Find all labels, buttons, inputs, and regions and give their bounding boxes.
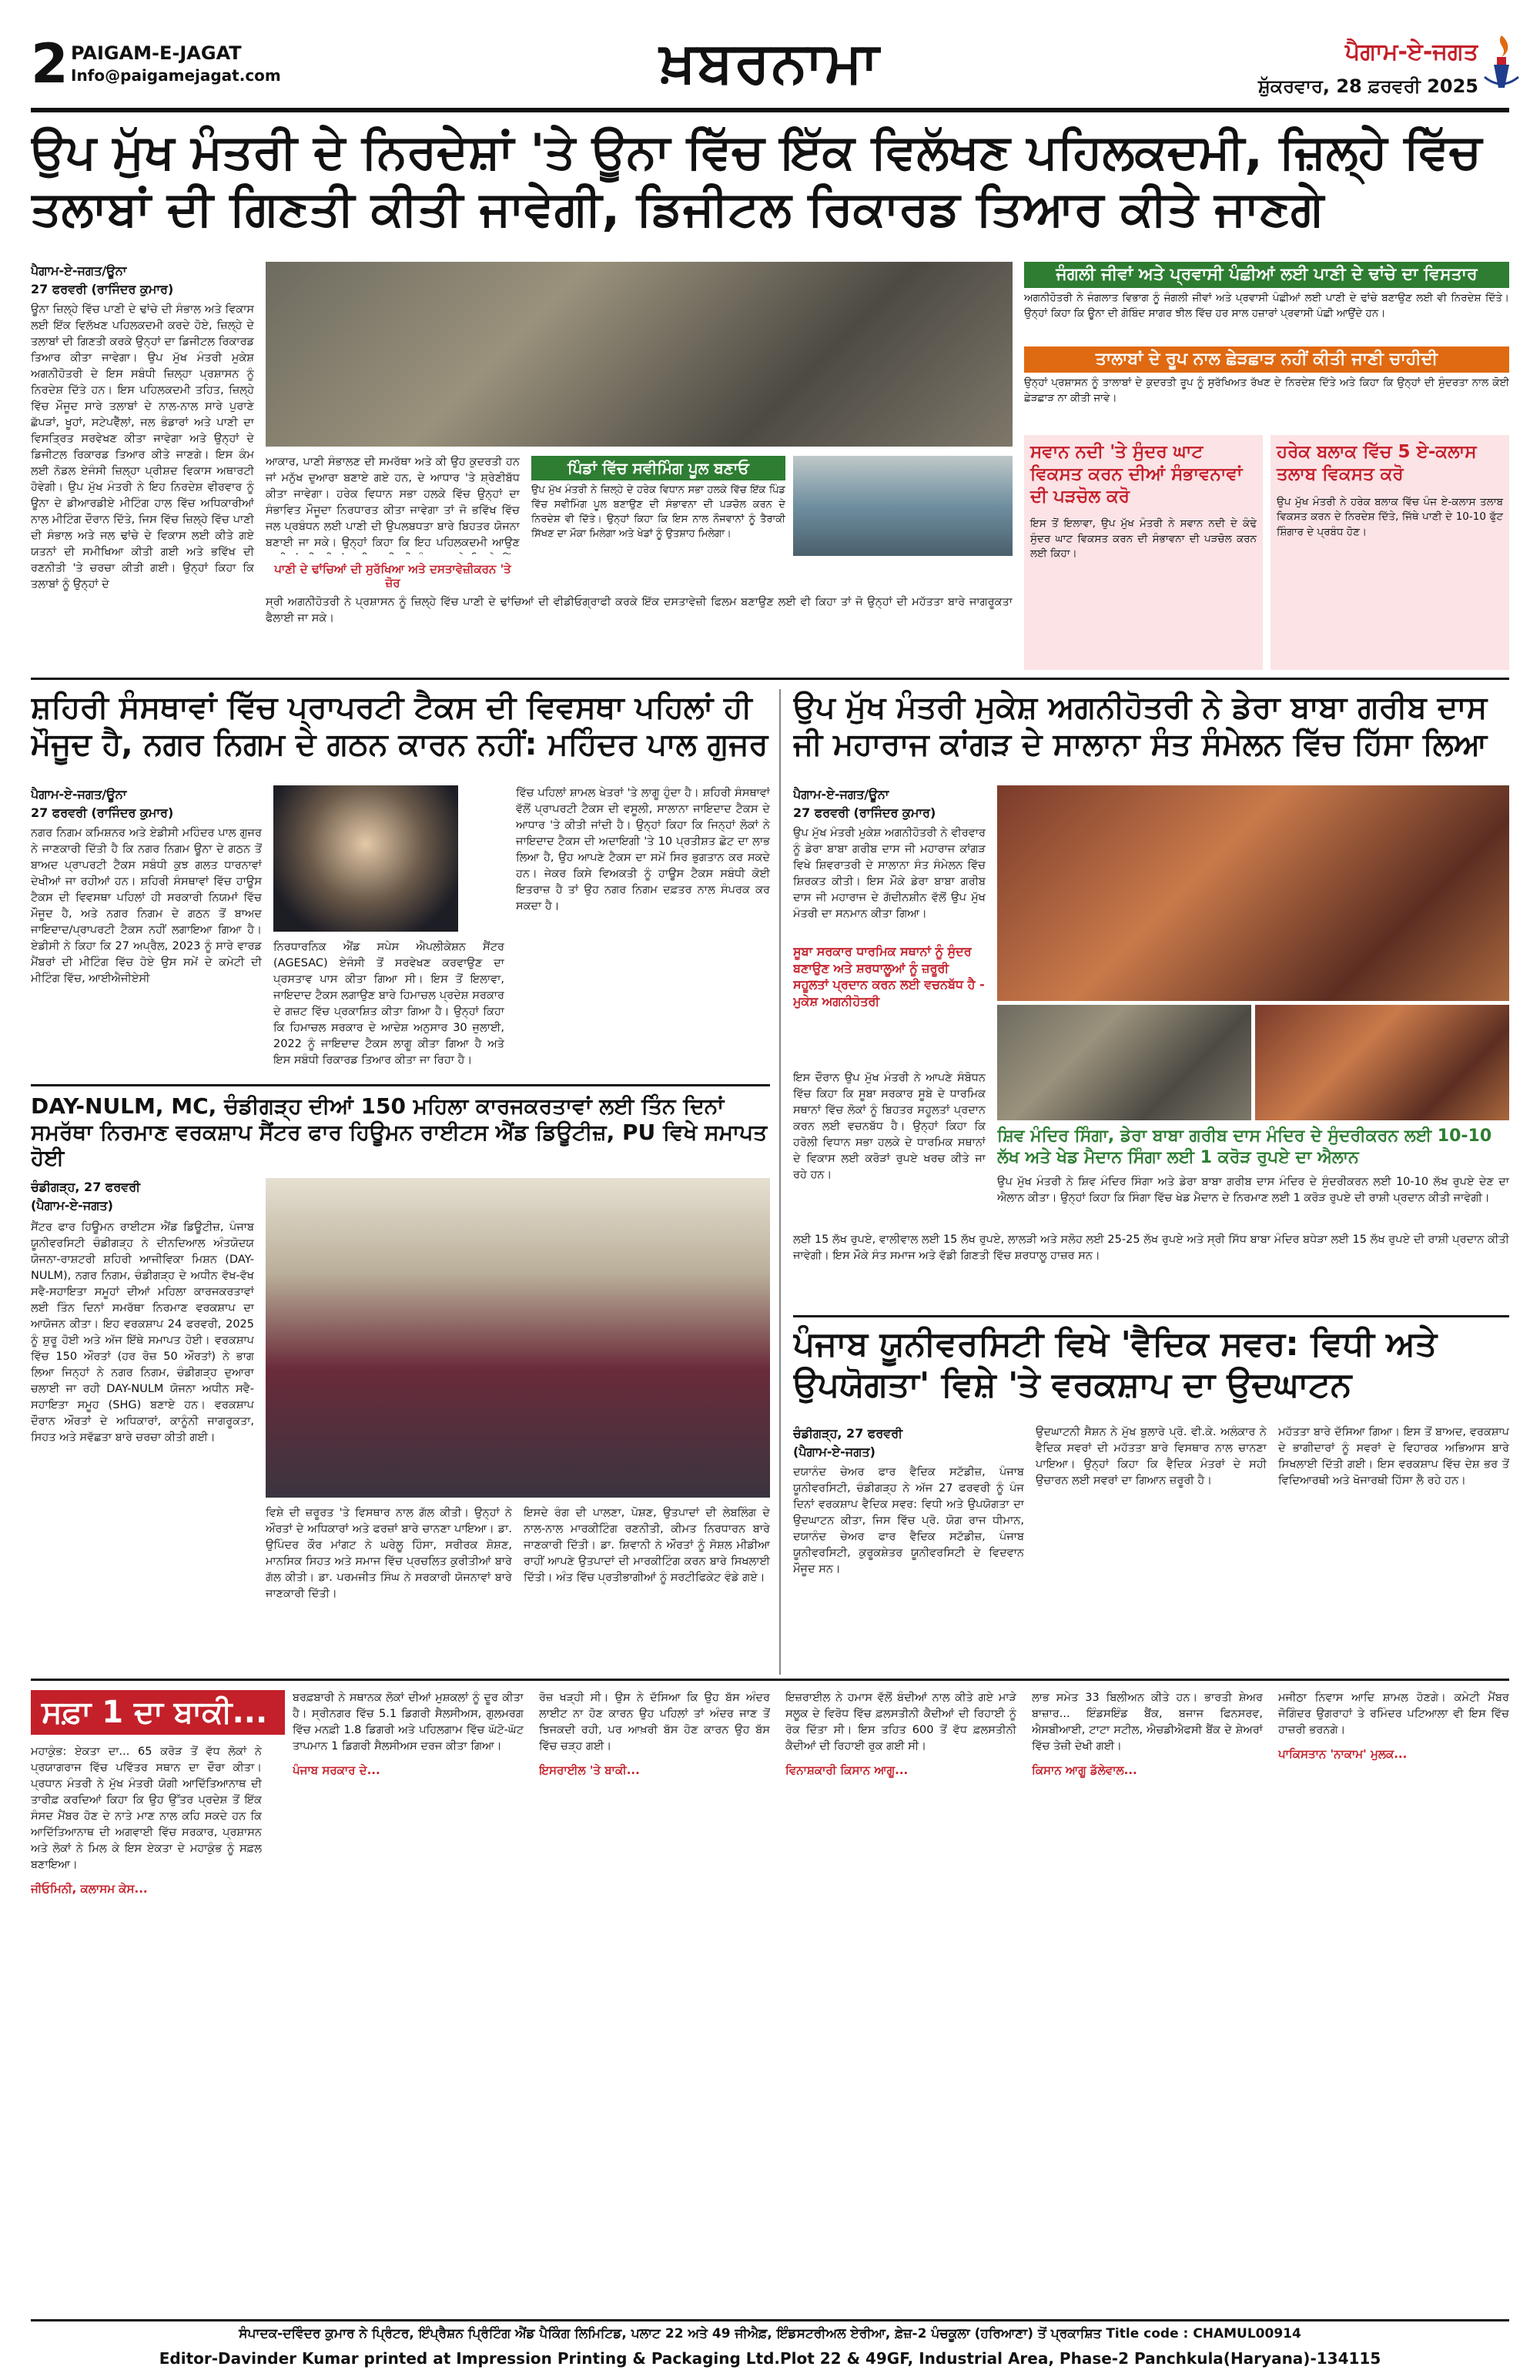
continued-col-5 xyxy=(1032,1690,1263,2175)
dera-body-4: ਲਈ 15 ਲੱਖ ਰੁਪਏ, ਵਾਲੀਵਾਲ ਲਈ 15 ਲੱਖ ਰੁਪਏ, ਲਾਲੜੀ ਅਤੇ ਸਲੋਹ ਲਈ 25-25 ਲੱਖ ਰੁਪਏ ਅਤੇ ਸ੍ਰੀ ਸਿੱਧ ਬਾਬਾ ਮੰਦਿਰ ਬਧੇੜਾ ਲਈ 15 ਲੱਖ ਰੁਪਏ ਦੀ ਰਾਸ਼ੀ ਪ੍ਰਦਾਨ ਕੀਤੀ ਜਾਵੇਗੀ। ਇਸ ਮੌਕੇ ਸੰਤ ਸਮਾਜ ਅਤੇ ਵੱਡੀ ਗਿਣਤੀ ਵਿੱਚ ਸ਼ਰਧਾਲੂ ਹਾਜ਼ਰ ਸਨ। xyxy=(793,1234,1509,1263)
section-rule xyxy=(31,678,1509,680)
vedic-body-3: ਮਹੱਤਤਾ ਬਾਰੇ ਦੱਸਿਆ ਗਿਆ। ਇਸ ਤੋਂ ਬਾਅਦ, ਵਰਕਸ਼ਾਪ ਦੇ ਭਾਗੀਦਾਰਾਂ ਨੂੰ ਸਵਰਾਂ ਦੇ ਵਿਹਾਰਕ ਅਭਿਆਸ ਬਾਰੇ ਸਿਖਲਾਈ ਦਿੱਤੀ ਗਈ। ਇਸ ਵਰਕਸ਼ਾਪ ਵਿੱਚ ਦੇਸ਼ ਭਰ ਤੋਂ ਵਿਦਿਆਰਥੀ ਅਤੇ ਖੋਜਾਰਥੀ ਹਿੱਸਾ ਲੈ ਰਹੇ ਹਨ। xyxy=(1278,1426,1509,1488)
property-tax-dateline: ਪੈਗਾਮ-ਏ-ਜਗਤ/ਊਨਾ xyxy=(31,787,127,802)
vedic-dateline: ਚੰਡੀਗੜ੍ਹ, 27 ਫਰਵਰੀ xyxy=(793,1426,903,1441)
column-divider xyxy=(779,689,781,1675)
continued-col-4-text: ਇਜ਼ਰਾਈਲ ਨੇ ਹਮਾਸ ਵੱਲੋਂ ਬੰਦੀਆਂ ਨਾਲ ਕੀਤੇ ਗਏ ਮਾੜੇ ਸਲੂਕ ਦੇ ਵਿਰੋਧ ਵਿੱਚ ਫ਼ਲਸਤੀਨੀ ਕੈਦੀਆਂ ਦੀ ਰਿਹਾਈ ਨੂੰ ਰੋਕ ਦਿੱਤਾ ਸੀ। ਇਸ ਤਹਿਤ 600 ਤੋਂ ਵੱਧ ਫ਼ਲਸਤੀਨੀ ਕੈਦੀਆਂ ਦੀ ਰਿਹਾਈ ਰੁਕ ਗਈ ਸੀ। xyxy=(785,1692,1016,1753)
torch-logo-icon xyxy=(1478,31,1525,92)
property-tax-headline: ਸ਼ਹਿਰੀ ਸੰਸਥਾਵਾਂ ਵਿੱਚ ਪ੍ਰਾਪਰਟੀ ਟੈਕਸ ਦੀ ਵਿਵਸਥਾ ਪਹਿਲਾਂ ਹੀ ਮੌਜੂਦ ਹੈ, ਨਗਰ ਨਿਗਮ ਦੇ ਗਠਨ ਕਾਰਨ ਨਹੀਂ: ਮਹਿੰਦਰ ਪਾਲ ਗੁਜਰ xyxy=(31,690,768,762)
vedic-body-1: ਦਯਾਨੰਦ ਚੇਅਰ ਫਾਰ ਵੈਦਿਕ ਸਟੱਡੀਜ਼, ਪੰਜਾਬ ਯੂਨੀਵਰਸਿਟੀ, ਚੰਡੀਗੜ੍ਹ ਨੇ ਅੱਜ 27 ਫਰਵਰੀ ਨੂੰ ਪੰਜ ਦਿਨਾਂ ਵਰਕਸ਼ਾਪ ਵੈਦਿਕ ਸਵਰ: ਵਿਧੀ ਅਤੇ ਉਪਯੋਗਤਾ ਦਾ ਉਦਘਾਟਨ ਕੀਤਾ, ਜਿਸ ਵਿੱਚ ਪ੍ਰੋ. ਯੋਗ ਰਾਜ ਧੀਮਾਨ, ਦਯਾਨੰਦ ਚੇਅਰ ਫਾਰ ਵੈਦਿਕ ਸਟੱਡੀਜ਼, ਪੰਜਾਬ ਯੂਨੀਵਰਸਿਟੀ, ਕੁਰੂਕਸ਼ੇਤਰ ਯੂਨੀਵਰਸਿਟੀ ਦੇ ਵਿਦਵਾਨ ਮੌਜੂਦ ਸਨ। xyxy=(793,1466,1024,1576)
dera-body-3: ਉਪ ਮੁੱਖ ਮੰਤਰੀ ਨੇ ਸ਼ਿਵ ਮੰਦਿਰ ਸਿੰਗਾ ਅਤੇ ਡੇਰਾ ਬਾਬਾ ਗਰੀਬ ਦਾਸ ਮੰਦਿਰ ਦੇ ਸੁੰਦਰੀਕਰਨ ਲਈ 10-10 ਲੱਖ ਰੁਪਏ ਦੇਣ ਦਾ ਐਲਾਨ ਕੀਤਾ। ਉਨ੍ਹਾਂ ਕਿਹਾ ਕਿ ਸਿੰਗਾ ਵਿੱਚ ਖੇਡ ਮੈਦਾਨ ਦੇ ਨਿਰਮਾਣ ਲਈ 1 ਕਰੋੜ ਰੁਪਏ ਦੀ ਰਾਸ਼ੀ ਪ੍ਰਦਾਨ ਕੀਤੀ ਜਾਵੇਗੀ। xyxy=(997,1176,1509,1205)
vedic-headline: ਪੰਜਾਬ ਯੂਨੀਵਰਸਿਟੀ ਵਿਖੇ 'ਵੈਦਿਕ ਸਵਰ: ਵਿਧੀ ਅਤੇ ਉਪਯੋਗਤਾ' ਵਿਸ਼ੇ 'ਤੇ ਵਰਕਸ਼ਾਪ ਦਾ ਉਦਘਾਟਨ xyxy=(793,1324,1438,1404)
box-swan-river-body: ਇਸ ਤੋਂ ਇਲਾਵਾ, ਉਪ ਮੁੱਖ ਮੰਤਰੀ ਨੇ ਸਵਾਨ ਨਦੀ ਦੇ ਕੰਢੇ ਸੁੰਦਰ ਘਾਟ ਵਿਕਸਤ ਕਰਨ ਦੀ ਸੰਭਾਵਨਾ ਦੀ ਪੜਚੋਲ ਕਰਨ ਲਈ ਕਿਹਾ। xyxy=(1030,517,1257,561)
dera-body-1: ਉਪ ਮੁੱਖ ਮੰਤਰੀ ਮੁਕੇਸ਼ ਅਗਨੀਹੋਤਰੀ ਨੇ ਵੀਰਵਾਰ ਨੂੰ ਡੇਰਾ ਬਾਬਾ ਗਰੀਬ ਦਾਸ ਜੀ ਮਹਾਰਾਜ ਕਾਂਗੜ ਵਿਖੇ ਸ਼ਿਵਰਾਤਰੀ ਦੇ ਸਾਲਾਨਾ ਸੰਤ ਸੰਮੇਲਨ ਵਿੱਚ ਸ਼ਿਰਕਤ ਕੀਤੀ। ਇਸ ਮੌਕੇ ਡੇਰਾ ਬਾਬਾ ਗਰੀਬ ਦਾਸ ਜੀ ਮਹਾਰਾਜ ਦੇ ਗੱਦੀਨਸ਼ੀਨ ਵੱਲੋਂ ਉਪ ਮੁੱਖ ਮੰਤਰੀ ਦਾ ਸਨਮਾਨ ਕੀਤਾ ਗਿਆ। xyxy=(793,827,986,921)
box-block-ponds-body: ਉਪ ਮੁੱਖ ਮੰਤਰੀ ਨੇ ਹਰੇਕ ਬਲਾਕ ਵਿੱਚ ਪੰਜ ਏ-ਕਲਾਸ ਤਲਾਬ ਵਿਕਸਤ ਕਰਨ ਦੇ ਨਿਰਦੇਸ਼ ਦਿੱਤੇ, ਜਿੱਥੇ ਪਾਣੀ ਦੇ 10-10 ਫੁੱਟ ਸ਼ਿੰਗਾਰ ਦੇ ਪ੍ਰਬੰਧ ਹੋਣ। xyxy=(1277,495,1503,538)
issue-date: ਸ਼ੁੱਕਰਵਾਰ, 28 ਫ਼ਰਵਰੀ 2025 xyxy=(1257,75,1478,97)
property-tax-body-3: ਵਿੱਚ ਪਹਿਲਾਂ ਸ਼ਾਮਲ ਖੇਤਰਾਂ 'ਤੇ ਲਾਗੂ ਹੁੰਦਾ ਹੈ। ਸ਼ਹਿਰੀ ਸੰਸਥਾਵਾਂ ਵੱਲੋਂ ਪ੍ਰਾਪਰਟੀ ਟੈਕਸ ਦੀ ਵਸੂਲੀ, ਸਾਲਾਨਾ ਜਾਇਦਾਦ ਟੈਕਸ ਦੇ ਆਧਾਰ 'ਤੇ ਕੀਤੀ ਜਾਂਦੀ ਹੈ। ਉਨ੍ਹਾਂ ਕਿਹਾ ਕਿ ਜਿਨ੍ਹਾਂ ਲੋਕਾਂ ਨੇ ਜਾਇਦਾਦ ਟੈਕਸ ਦੀ ਅਦਾਇਗੀ 'ਤੇ 10 ਪ੍ਰਤੀਸ਼ਤ ਛੋਟ ਦਾ ਲਾਭ ਲਿਆ ਹੈ, ਉਹ ਆਪਣੇ ਟੈਕਸ ਦਾ ਸਮੇਂ ਸਿਰ ਭੁਗਤਾਨ ਕਰ ਸਕਦੇ ਹਨ। ਜੇਕਰ ਕਿਸੇ ਵਿਅਕਤੀ ਨੂੰ ਹਾਊਸ ਟੈਕਸ ਸਬੰਧੀ ਕੋਈ ਇਤਰਾਜ਼ ਹੈ ਤਾਂ ਉਹ ਨਗਰ ਨਿਗਮ ਦਫ਼ਤਰ ਨਾਲ ਸੰਪਰਕ ਕਰ ਸਕਦਾ ਹੈ। xyxy=(516,787,770,913)
section-rule xyxy=(31,1084,770,1086)
lead-dateline: ਪੈਗਾਮ-ਏ-ਜਗਤ/ਊਨਾ xyxy=(31,263,127,278)
continued-col-1-subhead: ਜੀਓਮਿਨੀ, ਕਲਾਸਮ ਕੇਸ... xyxy=(31,1882,148,1896)
dera-headline: ਉਪ ਮੁੱਖ ਮੰਤਰੀ ਮੁਕੇਸ਼ ਅਗਨੀਹੋਤਰੀ ਨੇ ਡੇਰਾ ਬਾਬਾ ਗਰੀਬ ਦਾਸ ਜੀ ਮਹਾਰਾਜ ਕਾਂਗੜ ਦੇ ਸਾਲਾਨਾ ਸੰਤ ਸੰਮੇਲਨ ਵਿੱਚ ਹਿੱਸਾ ਲਿਆ xyxy=(793,690,1488,762)
footer-imprint-english: Editor-Davinder Kumar printed at Impression Printing & Packaging Ltd.Plot 22 & 49GF, Industrial Area, Phase-2 Panchkula(Haryana)-134115 xyxy=(159,2349,1381,2368)
box-swan-river-heading: ਸਵਾਨ ਨਦੀ 'ਤੇ ਸੁੰਦਰ ਘਾਟ ਵਿਕਸਤ ਕਰਨ ਦੀਆਂ ਸੰਭਾਵਨਾਵਾਂ ਦੀ ਪੜਚੋਲ ਕਰੋ xyxy=(1030,442,1243,507)
continued-col-6 xyxy=(1278,1690,1509,2175)
dera-audience-photo xyxy=(1255,1005,1509,1120)
day-nulm-byline: (ਪੈਗਾਮ-ਏ-ਜਗਤ) xyxy=(31,1198,113,1213)
dera-dateline: ਪੈਗਾਮ-ਏ-ਜਗਤ/ਊਨਾ xyxy=(793,787,889,802)
footer-rule xyxy=(31,2319,1509,2321)
day-nulm-body-1: ਸੈਂਟਰ ਫਾਰ ਹਿਊਮਨ ਰਾਈਟਸ ਐਂਡ ਡਿਊਟੀਜ਼, ਪੰਜਾਬ ਯੂਨੀਵਰਸਿਟੀ ਚੰਡੀਗੜ੍ਹ ਨੇ ਦੀਨਦਿਆਲ ਅੰਤਯੋਦਯ ਯੋਜਨਾ-ਰਾਸ਼ਟਰੀ ਸ਼ਹਿਰੀ ਆਜੀਵਿਕਾ ਮਿਸ਼ਨ (DAY-NULM), ਨਗਰ ਨਿਗਮ, ਚੰਡੀਗੜ੍ਹ ਦੇ ਅਧੀਨ ਵੱਖ-ਵੱਖ ਸਵੈ-ਸਹਾਇਤਾ ਸਮੂਹਾਂ ਦੀਆਂ ਮਹਿਲਾ ਕਾਰਜਕਰਤਾਵਾਂ ਲਈ ਤਿੰਨ ਦਿਨਾਂ ਸਮਰੱਥਾ ਨਿਰਮਾਣ ਵਰਕਸ਼ਾਪ ਦਾ ਆਯੋਜਨ ਕੀਤਾ। ਇਹ ਵਰਕਸ਼ਾਪ 24 ਫਰਵਰੀ, 2025 ਨੂੰ ਸ਼ੁਰੂ ਹੋਈ ਅਤੇ ਅੱਜ ਇੱਥੇ ਸਮਾਪਤ ਹੋਈ। ਵਰਕਸ਼ਾਪ ਵਿੱਚ 150 ਔਰਤਾਂ (ਹਰ ਰੋਜ਼ 50 ਔਰਤਾਂ) ਨੇ ਭਾਗ ਲਿਆ ਜਿਨ੍ਹਾਂ ਨੇ ਨਗਰ ਨਿਗਮ, ਚੰਡੀਗੜ੍ਹ ਦੁਆਰਾ ਚਲਾਈ ਜਾ ਰਹੀ DAY-NULM ਯੋਜਨਾ ਅਧੀਨ ਸਵੈ-ਸਹਾਇਤਾ ਸਮੂਹ (SHG) ਬਣਾਏ ਹਨ। ਵਰਕਸ਼ਾਪ ਦੌਰਾਨ ਔਰਤਾਂ ਦੇ ਅਧਿਕਾਰਾਂ, ਕਾਨੂੰਨੀ ਜਾਗਰੂਕਤਾ, ਸਿਹਤ ਅਤੇ ਸਵੱਛਤਾ ਬਾਰੇ ਚਰਚਾ ਕੀਤੀ ਗਈ। xyxy=(31,1221,254,1444)
subhead-swimming-pool-body: ਉਪ ਮੁੱਖ ਮੰਤਰੀ ਨੇ ਜ਼ਿਲ੍ਹੇ ਦੇ ਹਰੇਕ ਵਿਧਾਨ ਸਭਾ ਹਲਕੇ ਵਿੱਚ ਇੱਕ ਪਿੰਡ ਵਿੱਚ ਸਵੀਮਿੰਗ ਪੂਲ ਬਣਾਉਣ ਦੀ ਸੰਭਾਵਨਾ ਦੀ ਪੜਚੋਲ ਕਰਨ ਦੇ ਨਿਰਦੇਸ਼ ਵੀ ਦਿੱਤੇ। ਉਨ੍ਹਾਂ ਕਿਹਾ ਕਿ ਇਸ ਨਾਲ ਨੌਜਵਾਨਾਂ ਨੂੰ ਤੈਰਾਕੀ ਸਿੱਖਣ ਦਾ ਮੌਕਾ ਮਿਲੇਗਾ ਅਤੇ ਖੇਡਾਂ ਨੂੰ ਉਤਸ਼ਾਹ ਮਿਲੇਗਾ। xyxy=(531,484,785,540)
subhead-documentation-body: ਸ੍ਰੀ ਅਗਨੀਹੋਤਰੀ ਨੇ ਪ੍ਰਸ਼ਾਸਨ ਨੂੰ ਜ਼ਿਲ੍ਹੇ ਵਿੱਚ ਪਾਣੀ ਦੇ ਢਾਂਚਿਆਂ ਦੀ ਵੀਡੀਓਗ੍ਰਾਫੀ ਕਰਕੇ ਇੱਕ ਦਸਤਾਵੇਜ਼ੀ ਫਿਲਮ ਬਣਾਉਣ ਲਈ ਵੀ ਕਿਹਾ ਤਾਂ ਜੋ ਉਨ੍ਹਾਂ ਦੀ ਮਹੱਤਤਾ ਬਾਰੇ ਜਾਗਰੂਕਤਾ ਫੈਲਾਈ ਜਾ ਸਕੇ। xyxy=(266,596,1013,625)
dera-photo-caption: ਸ਼ਿਵ ਮੰਦਿਰ ਸਿੰਗਾ, ਡੇਰਾ ਬਾਬਾ ਗਰੀਬ ਦਾਸ ਮੰਦਿਰ ਦੇ ਸੁੰਦਰੀਕਰਨ ਲਈ 10-10 ਲੱਖ ਅਤੇ ਖੇਡ ਮੈਦਾਨ ਸਿੰਗਾ ਲਈ 1 ਕਰੋੜ ਰੁਪਏ ਦਾ ਐਲਾਨ xyxy=(997,1126,1492,1167)
official-portrait-photo xyxy=(273,785,458,932)
lead-byline: 27 ਫਰਵਰੀ (ਰਾਜਿੰਦਰ ਕੁਮਾਰ) xyxy=(31,282,174,296)
lead-body-1: ਊਨਾ ਜ਼ਿਲ੍ਹੇ ਵਿੱਚ ਪਾਣੀ ਦੇ ਢਾਂਚੇ ਦੀ ਸੰਭਾਲ ਅਤੇ ਵਿਕਾਸ ਲਈ ਇੱਕ ਵਿਲੱਖਣ ਪਹਿਲਕਦਮੀ ਕਰਦੇ ਹੋਏ, ਜ਼ਿਲ੍ਹੇ ਦੇ ਤਲਾਬਾਂ ਦੀ ਗਿਣਤੀ ਕਰਕੇ ਉਨ੍ਹਾਂ ਦਾ ਡਿਜੀਟਲ ਰਿਕਾਰਡ ਤਿਆਰ ਕੀਤਾ ਜਾਵੇਗਾ। ਉਪ ਮੁੱਖ ਮੰਤਰੀ ਮੁਕੇਸ਼ ਅਗਨੀਹੋਤਰੀ ਦੇ ਇਸ ਸਬੰਧੀ ਜ਼ਿਲ੍ਹਾ ਪ੍ਰਸ਼ਾਸਨ ਨੂੰ ਨਿਰਦੇਸ਼ ਦਿੱਤੇ ਹਨ। ਇਸ ਪਹਿਲਕਦਮੀ ਤਹਿਤ, ਜ਼ਿਲ੍ਹੇ ਵਿੱਚ ਮੌਜੂਦ ਸਾਰੇ ਤਲਾਬਾਂ ਦੇ ਨਾਲ-ਨਾਲ ਸਾਰੇ ਪੁਰਾਣੇ ਛੱਪੜਾਂ, ਖੂਹਾਂ, ਸਟੇਪਵੈੱਲਾਂ, ਜਲ ਭੰਡਾਰਾਂ ਅਤੇ ਪਾਣੀ ਦਾ ਵਿਸਤ੍ਰਿਤ ਸਰਵੇਖਣ ਕੀਤਾ ਜਾਵੇਗਾ ਅਤੇ ਉਨ੍ਹਾਂ ਦੇ ਡਿਜੀਟਲ ਰਿਕਾਰਡ ਤਿਆਰ ਕੀਤੇ ਜਾਣਗੇ। ਇਸ ਕੰਮ ਲਈ ਨੋਡਲ ਏਜੰਸੀ ਜ਼ਿਲ੍ਹਾ ਪ੍ਰੀਸ਼ਦ ਵਿਕਾਸ ਅਥਾਰਟੀ ਹੋਵੇਗੀ। ਉਪ ਮੁੱਖ ਮੰਤਰੀ ਨੇ ਇਹ ਨਿਰਦੇਸ਼ ਵੀਰਵਾਰ ਨੂੰ ਊਨਾ ਦੇ ਡੀਆਰਡੀਏ ਮੀਟਿੰਗ ਹਾਲ ਵਿੱਚ ਅਧਿਕਾਰੀਆਂ ਨਾਲ ਮੀਟਿੰਗ ਦੌਰਾਨ ਦਿੱਤੇ, ਜਿਸ ਵਿੱਚ ਜ਼ਿਲ੍ਹੇ ਵਿੱਚ ਪਾਣੀ ਦੀ ਸੰਭਾਲ ਅਤੇ ਜਲ ਢਾਂਚੇ ਦੇ ਵਿਕਾਸ ਲਈ ਕੀਤੇ ਗਏ ਯਤਨਾਂ ਦੀ ਸਮੀਖਿਆ ਕੀਤੀ ਗਈ ਅਤੇ ਭਵਿੱਖ ਦੀ ਰਣਨੀਤੀ 'ਤੇ ਚਰਚਾ ਕੀਤੀ ਗਈ। ਉਨ੍ਹਾਂ ਕਿਹਾ ਕਿ ਤਲਾਬਾਂ ਨੂੰ ਉਨ੍ਹਾਂ ਦੇ xyxy=(31,303,254,591)
property-tax-body-2: ਨਿਰਧਾਰਨਿਕ ਐਂਡ ਸਪੇਸ ਐਪਲੀਕੇਸ਼ਨ ਸੈਂਟਰ (AGESAC) ਏਜੰਸੀ ਤੋਂ ਸਰਵੇਖਣ ਕਰਵਾਉਣ ਦਾ ਪ੍ਰਸਤਾਵ ਪਾਸ ਕੀਤਾ ਗਿਆ ਸੀ। ਇਸ ਤੋਂ ਇਲਾਵਾ, ਜਾਇਦਾਦ ਟੈਕਸ ਲਗਾਉਣ ਬਾਰੇ ਹਿਮਾਚਲ ਪ੍ਰਦੇਸ਼ ਸਰਕਾਰ ਦੇ ਗਜ਼ਟ ਵਿੱਚ ਪ੍ਰਕਾਸ਼ਿਤ ਕੀਤਾ ਗਿਆ ਹੈ। ਉਨ੍ਹਾਂ ਕਿਹਾ ਕਿ ਹਿਮਾਚਲ ਸਰਕਾਰ ਦੇ ਆਦੇਸ਼ ਅਨੁਸਾਰ 30 ਜੁਲਾਈ, 2022 ਨੂੰ ਜਾਇਦਾਦ ਟੈਕਸ ਲਾਗੂ ਕੀਤਾ ਗਿਆ ਹੈ ਅਤੇ ਇਸ ਸਬੰਧੀ ਰਿਕਾਰਡ ਤਿਆਰ ਕੀਤਾ ਜਾ ਰਿਹਾ ਹੈ। xyxy=(273,941,504,1067)
box-pond-shape-body: ਉਨ੍ਹਾਂ ਪ੍ਰਸ਼ਾਸਨ ਨੂੰ ਤਾਲਾਬਾਂ ਦੇ ਕੁਦਰਤੀ ਰੂਪ ਨੂੰ ਸੁਰੱਖਿਅਤ ਰੱਖਣ ਦੇ ਨਿਰਦੇਸ਼ ਦਿੱਤੇ ਅਤੇ ਕਿਹਾ ਕਿ ਉਨ੍ਹਾਂ ਦੀ ਸੁੰਦਰਤਾ ਨਾਲ ਕੋਈ ਛੇੜਛਾੜ ਨਾ ਕੀਤੀ ਜਾਵੇ। xyxy=(1024,377,1509,404)
continued-col-4 xyxy=(785,1690,1016,2175)
brand-name-punjabi: ਪੈਗਾਮ-ਏ-ਜਗਤ xyxy=(1344,38,1478,65)
dera-ceremony-photo xyxy=(997,785,1509,1001)
section-title: ਖ਼ਬਰਨਾਮਾ xyxy=(659,29,881,95)
continued-col-6-subhead: ਪਾਕਿਸਤਾਨ 'ਨਾਕਾਮ' ਮੁਲਕ... xyxy=(1278,1747,1408,1762)
brand-name: PAIGAM-E-JAGAT xyxy=(71,42,242,64)
dera-quote: ਸੂਬਾ ਸਰਕਾਰ ਧਾਰਮਿਕ ਸਥਾਨਾਂ ਨੂੰ ਸੁੰਦਰ ਬਣਾਉਣ ਅਤੇ ਸ਼ਰਧਾਲੂਆਂ ਨੂੰ ਜ਼ਰੂਰੀ ਸਹੂਲਤਾਂ ਪ੍ਰਦਾਨ ਕਰਨ ਲਈ ਵਚਨਬੱਧ ਹੈ - ਮੁਕੇਸ਼ ਅਗਨੀਹੋਤਰੀ xyxy=(793,944,985,1009)
workshop-group-photo xyxy=(266,1178,770,1498)
box-block-ponds xyxy=(1270,435,1509,670)
page-number: 2 xyxy=(31,37,69,91)
box-wildlife-heading: ਜੰਗਲੀ ਜੀਵਾਂ ਅਤੇ ਪ੍ਰਵਾਸੀ ਪੰਛੀਆਂ ਲਈ ਪਾਣੀ ਦੇ ਢਾਂਚੇ ਦਾ ਵਿਸਤਾਰ xyxy=(1024,262,1509,288)
continued-col-6-text: ਮਜੀਠਾ ਨਿਵਾਸ ਆਦਿ ਸ਼ਾਮਲ ਹੋਣਗੇ। ਕਮੇਟੀ ਮੈਂਬਰ ਜੋਗਿੰਦਰ ਉਗਰਾਹਾਂ ਤੇ ਰਮਿੰਦਰ ਪਟਿਆਲਾ ਵੀ ਇਸ ਵਿੱਚ ਹਾਜ਼ਰੀ ਭਰਨਗੇ। xyxy=(1278,1692,1509,1737)
continued-col-3-text: ਰੋਜ਼ ਖੜ੍ਹੀ ਸੀ। ਉਸ ਨੇ ਦੱਸਿਆ ਕਿ ਉਹ ਬੱਸ ਅੰਦਰ ਲਾਈਟ ਨਾ ਹੋਣ ਕਾਰਨ ਉਹ ਪਹਿਲਾਂ ਤਾਂ ਅੰਦਰ ਜਾਣ ਤੋਂ ਝਿਜਕਦੀ ਰਹੀ, ਪਰ ਆਖ਼ਰੀ ਬੱਸ ਹੋਣ ਕਾਰਨ ਉਹ ਬੱਸ ਵਿੱਚ ਚੜ੍ਹ ਗਈ। xyxy=(539,1692,770,1753)
lead-headline: ਉਪ ਮੁੱਖ ਮੰਤਰੀ ਦੇ ਨਿਰਦੇਸ਼ਾਂ 'ਤੇ ਊਨਾ ਵਿੱਚ ਇੱਕ ਵਿਲੱਖਣ ਪਹਿਲਕਦਮੀ, ਜ਼ਿਲ੍ਹੇ ਵਿੱਚ ਤਲਾਬਾਂ ਦੀ ਗਿਣਤੀ ਕੀਤੀ ਜਾਵੇਗੀ, ਡਿਜੀਟਲ ਰਿਕਾਰਡ ਤਿਆਰ ਕੀਤੇ ਜਾਣਗੇ xyxy=(31,123,1481,237)
subhead-documentation: ਪਾਣੀ ਦੇ ਢਾਂਚਿਆਂ ਦੀ ਸੁਰੱਖਿਆ ਅਤੇ ਦਸਤਾਵੇਜ਼ੀਕਰਨ 'ਤੇ ਜ਼ੋਰ xyxy=(274,562,511,590)
continued-col-1 xyxy=(31,1744,262,2175)
box-block-ponds-heading: ਹਰੇਕ ਬਲਾਕ ਵਿੱਚ 5 ਏ-ਕਲਾਸ ਤਲਾਬ ਵਿਕਸਤ ਕਰੋ xyxy=(1277,442,1477,484)
box-pond-shape-heading: ਤਾਲਾਬਾਂ ਦੇ ਰੂਪ ਨਾਲ ਛੇੜਛਾੜ ਨਹੀਂ ਕੀਤੀ ਜਾਣੀ ਚਾਹੀਦੀ xyxy=(1024,346,1509,373)
continued-col-3-subhead: ਇਸਰਾਈਲ 'ਤੇ ਬਾਕੀ... xyxy=(539,1763,640,1778)
dera-speech-photo xyxy=(997,1005,1251,1120)
day-nulm-body-2: ਵਿਸ਼ੇ ਦੀ ਜ਼ਰੂਰਤ 'ਤੇ ਵਿਸਥਾਰ ਨਾਲ ਗੱਲ ਕੀਤੀ। ਉਨ੍ਹਾਂ ਨੇ ਔਰਤਾਂ ਦੇ ਅਧਿਕਾਰਾਂ ਅਤੇ ਫਰਜ਼ਾਂ ਬਾਰੇ ਚਾਨਣਾ ਪਾਇਆ। ਡਾ. ਉਪਿੰਦਰ ਕੌਰ ਮਾਂਗਟ ਨੇ ਘਰੇਲੂ ਹਿੰਸਾ, ਸਰੀਰਕ ਸ਼ੋਸ਼ਣ, ਮਾਨਸਿਕ ਸਿਹਤ ਅਤੇ ਸਮਾਜ ਵਿੱਚ ਪ੍ਰਚਲਿਤ ਕੁਰੀਤੀਆਂ ਬਾਰੇ ਗੱਲ ਕੀਤੀ। ਡਾ. ਪਰਮਜੀਤ ਸਿੰਘ ਨੇ ਸਰਕਾਰੀ ਯੋਜਨਾਵਾਂ ਬਾਰੇ ਜਾਣਕਾਰੀ ਦਿੱਤੀ। xyxy=(266,1507,512,1601)
dera-body-2: ਇਸ ਦੌਰਾਨ ਉਪ ਮੁੱਖ ਮੰਤਰੀ ਨੇ ਆਪਣੇ ਸੰਬੋਧਨ ਵਿੱਚ ਕਿਹਾ ਕਿ ਸੂਬਾ ਸਰਕਾਰ ਸੂਬੇ ਦੇ ਧਾਰਮਿਕ ਸਥਾਨਾਂ ਵਿੱਚ ਲੋਕਾਂ ਨੂੰ ਬਿਹਤਰ ਸਹੂਲਤਾਂ ਪ੍ਰਦਾਨ ਕਰਨ ਲਈ ਵਚਨਬੱਧ ਹੈ। ਉਨ੍ਹਾਂ ਕਿਹਾ ਕਿ ਹਰੋਲੀ ਵਿਧਾਨ ਸਭਾ ਹਲਕੇ ਦੇ ਧਾਰਮਿਕ ਸਥਾਨਾਂ ਦੇ ਵਿਕਾਸ ਲਈ ਕਰੋੜਾਂ ਰੁਪਏ ਖਰਚ ਕੀਤੇ ਜਾ ਰਹੇ ਹਨ। xyxy=(793,1072,986,1182)
masthead-rule xyxy=(31,108,1509,112)
day-nulm-headline: DAY-NULM, MC, ਚੰਡੀਗੜ੍ਹ ਦੀਆਂ 150 ਮਹਿਲਾ ਕਾਰਜਕਰਤਾਵਾਂ ਲਈ ਤਿੰਨ ਦਿਨਾਂ ਸਮਰੱਥਾ ਨਿਰਮਾਣ ਵਰਕਸ਼ਾਪ ਸੈਂਟਰ ਫਾਰ ਹਿਊਮਨ ਰਾਈਟਸ ਐਂਡ ਡਿਊਟੀਜ਼, PU ਵਿਖੇ ਸਮਾਪਤ ਹੋਈ xyxy=(31,1093,768,1170)
continued-col-5-text: ਲਾਭ ਸਮੇਤ 33 ਬਿਲੀਅਨ ਕੀਤੇ ਹਨ। ਭਾਰਤੀ ਸ਼ੇਅਰ ਬਾਜ਼ਾਰ... ਇੰਡਸਇੰਡ ਬੈਂਕ, ਬਜਾਜ ਫਿਨਸਰਵ, ਐਸਬੀਆਈ, ਟਾਟਾ ਸਟੀਲ, ਐਚਡੀਐਫਸੀ ਬੈਂਕ ਦੇ ਸ਼ੇਅਰਾਂ ਵਿੱਚ ਤੇਜ਼ੀ ਦੇਖੀ ਗਈ। xyxy=(1032,1692,1263,1753)
section-rule xyxy=(31,1679,1509,1681)
vedic-byline: (ਪੈਗਾਮ-ਏ-ਜਗਤ) xyxy=(793,1444,875,1459)
property-tax-byline: 27 ਫਰਵਰੀ (ਰਾਜਿੰਦਰ ਕੁਮਾਰ) xyxy=(31,805,174,820)
footer-imprint-punjabi: ਸੰਪਾਦਕ-ਦਵਿੰਦਰ ਕੁਮਾਰ ਨੇ ਪ੍ਰਿੰਟਰ, ਇੰਪ੍ਰੈਸ਼ਨ ਪ੍ਰਿੰਟਿੰਗ ਐਂਡ ਪੈਕਿੰਗ ਲਿਮਿਟਿਡ, ਪਲਾਟ 22 ਅਤੇ 49 ਜੀਐਫ਼, ਇੰਡਸਟਰੀਅਲ ਏਰੀਆ, ਫ਼ੇਜ਼-2 ਪੰਚਕੂਲਾ (ਹਰਿਆਣਾ) ਤੋਂ ਪ੍ਰਕਾਸ਼ਿਤ Title code : CHAMUL00914 xyxy=(239,2326,1301,2342)
pool-photo xyxy=(793,456,1013,556)
subhead-swimming-pool: ਪਿੰਡਾਂ ਵਿੱਚ ਸਵੀਮਿੰਗ ਪੂਲ ਬਣਾਓ xyxy=(531,456,785,480)
section-rule xyxy=(793,1315,1509,1317)
box-swan-river xyxy=(1024,435,1263,670)
vedic-body-2: ਉਦਘਾਟਨੀ ਸੈਸ਼ਨ ਨੇ ਮੁੱਖ ਬੁਲਾਰੇ ਪ੍ਰੋ. ਵੀ.ਕੇ. ਅਲੰਕਾਰ ਨੇ ਵੈਦਿਕ ਸਵਰਾਂ ਦੀ ਮਹੱਤਤਾ ਬਾਰੇ ਵਿਸਥਾਰ ਨਾਲ ਚਾਨਣਾ ਪਾਇਆ। ਉਨ੍ਹਾਂ ਕਿਹਾ ਕਿ ਵੈਦਿਕ ਮੰਤਰਾਂ ਦੇ ਸਹੀ ਉਚਾਰਨ ਲਈ ਸਵਰਾਂ ਦਾ ਗਿਆਨ ਜ਼ਰੂਰੀ ਹੈ। xyxy=(1036,1426,1267,1488)
day-nulm-body-3: ਇਸਦੇ ਰੰਗ ਦੀ ਪਾਲਣਾ, ਪੋਸ਼ਣ, ਉਤਪਾਦਾਂ ਦੀ ਲੇਬਲਿੰਗ ਦੇ ਨਾਲ-ਨਾਲ ਮਾਰਕੀਟਿੰਗ ਰਣਨੀਤੀ, ਕੀਮਤ ਨਿਰਧਾਰਨ ਬਾਰੇ ਜਾਣਕਾਰੀ ਦਿੱਤੀ। ਡਾ. ਸ਼ਿਵਾਨੀ ਨੇ ਔਰਤਾਂ ਨੂੰ ਸੋਸ਼ਲ ਮੀਡੀਆ ਰਾਹੀਂ ਆਪਣੇ ਉਤਪਾਦਾਂ ਦੀ ਮਾਰਕੀਟਿੰਗ ਕਰਨ ਬਾਰੇ ਸਿਖਲਾਈ ਦਿੱਤੀ। ਅੰਤ ਵਿੱਚ ਪ੍ਰਤੀਭਾਗੀਆਂ ਨੂੰ ਸਰਟੀਫਿਕੇਟ ਵੰਡੇ ਗਏ। xyxy=(524,1507,770,1585)
continued-col-3 xyxy=(539,1690,770,2175)
continued-heading: ਸਫ਼ਾ 1 ਦਾ ਬਾਕੀ... xyxy=(31,1690,285,1735)
lead-body-2: ਆਕਾਰ, ਪਾਣੀ ਸੰਭਾਲਣ ਦੀ ਸਮਰੱਥਾ ਅਤੇ ਕੀ ਉਹ ਕੁਦਰਤੀ ਹਨ ਜਾਂ ਮਨੁੱਖ ਦੁਆਰਾ ਬਣਾਏ ਗਏ ਹਨ, ਦੇ ਆਧਾਰ 'ਤੇ ਸ਼੍ਰੇਣੀਬੱਧ ਕੀਤਾ ਜਾਵੇਗਾ। ਹਰੇਕ ਵਿਧਾਨ ਸਭਾ ਹਲਕੇ ਵਿੱਚ ਉਨ੍ਹਾਂ ਦਾ ਸੰਭਾਵਿਤ ਮੌਜੂਦਾ ਨਿਰਧਾਰਤ ਕੀਤਾ ਜਾਵੇਗਾ ਤਾਂ ਜੋ ਭਵਿੱਖ ਵਿੱਚ ਜਲ ਪ੍ਰਬੰਧਨ ਲਈ ਪਾਣੀ ਦੀ ਉਪਲਬਧਤਾ ਬਾਰੇ ਬਿਹਤਰ ਯੋਜਨਾ ਬਣਾਈ ਜਾ ਸਕੇ। ਉਨ੍ਹਾਂ ਕਿਹਾ ਕਿ ਇਹ ਪਹਿਲਕਦਮੀ ਆਉਣ xyxy=(266,456,520,550)
continued-col-4-subhead: ਵਿਨਾਸ਼ਕਾਰੀ ਕਿਸਾਨ ਆਗੂ... xyxy=(785,1763,909,1778)
meeting-photo xyxy=(266,262,1013,447)
day-nulm-dateline: ਚੰਡੀਗੜ੍ਹ, 27 ਫਰਵਰੀ xyxy=(31,1180,141,1194)
continued-col-2-subhead: ਪੰਜਾਬ ਸਰਕਾਰ ਦੇ... xyxy=(293,1763,380,1778)
property-tax-body-1: ਨਗਰ ਨਿਗਮ ਕਮਿਸ਼ਨਰ ਅਤੇ ਏਡੀਸੀ ਮਹਿੰਦਰ ਪਾਲ ਗੁਜਰ ਨੇ ਜਾਣਕਾਰੀ ਦਿੱਤੀ ਹੈ ਕਿ ਨਗਰ ਨਿਗਮ ਊਨਾ ਦੇ ਗਠਨ ਤੋਂ ਬਾਅਦ ਪ੍ਰਾਪਰਟੀ ਟੈਕਸ ਸਬੰਧੀ ਕੁਝ ਗਲਤ ਧਾਰਨਾਵਾਂ ਦੇਖੀਆਂ ਜਾ ਰਹੀਆਂ ਹਨ। ਸ਼ਹਿਰੀ ਸੰਸਥਾਵਾਂ ਵਿੱਚ ਹਾਊਸ ਟੈਕਸ ਦੀ ਵਿਵਸਥਾ ਪਹਿਲਾਂ ਹੀ ਸਰਕਾਰੀ ਨਿਯਮਾਂ ਵਿੱਚ ਮੌਜੂਦ ਹੈ, ਅਤੇ ਨਗਰ ਨਿਗਮ ਦੇ ਗਠਨ ਤੋਂ ਬਾਅਦ ਜਾਇਦਾਦ/ਪ੍ਰਾਪਰਟੀ ਟੈਕਸ ਨਹੀਂ ਲਗਾਇਆ ਗਿਆ ਹੈ। ਏਡੀਸੀ ਨੇ ਕਿਹਾ ਕਿ 27 ਅਪ੍ਰੈਲ, 2023 ਨੂੰ ਸਾਰੇ ਵਾਰਡ ਮੈਂਬਰਾਂ ਦੀ ਮੀਟਿੰਗ ਵਿੱਚ ਹੋਏ ਉਸ ਸਮੇਂ ਦੇ ਕਮੇਟੀ ਦੀ ਮੀਟਿੰਗ ਵਿੱਚ, ਆਈਐਜੀਏਸੀ xyxy=(31,827,262,986)
continued-col-5-subhead: ਕਿਸਾਨ ਆਗੂ ਡੱਲੇਵਾਲ... xyxy=(1032,1763,1137,1778)
brand-email[interactable]: Info@paigamejagat.com xyxy=(71,66,281,85)
box-wildlife-body: ਅਗਨੀਹੋਤਰੀ ਨੇ ਜੰਗਲਾਤ ਵਿਭਾਗ ਨੂੰ ਜੰਗਲੀ ਜੀਵਾਂ ਅਤੇ ਪ੍ਰਵਾਸੀ ਪੰਛੀਆਂ ਲਈ ਪਾਣੀ ਦੇ ਢਾਂਚੇ ਬਣਾਉਣ ਲਈ ਵੀ ਨਿਰਦੇਸ਼ ਦਿੱਤੇ। ਉਨ੍ਹਾਂ ਕਿਹਾ ਕਿ ਊਨਾ ਦੀ ਗੋਬਿੰਦ ਸਾਗਰ ਝੀਲ ਵਿੱਚ ਹਰ ਸਾਲ ਹਜ਼ਾਰਾਂ ਪ੍ਰਵਾਸੀ ਪੰਛੀ ਆਉਂਦੇ ਹਨ। xyxy=(1024,292,1509,320)
dera-byline: 27 ਫਰਵਰੀ (ਰਾਜਿੰਦਰ ਕੁਮਾਰ) xyxy=(793,805,936,820)
continued-col-2 xyxy=(293,1690,524,2175)
continued-col-1-text: ਮਹਾਕੁੰਭ: ਏਕਤਾ ਦਾ... 65 ਕਰੋੜ ਤੋਂ ਵੱਧ ਲੋਕਾਂ ਨੇ ਪ੍ਰਯਾਗਰਾਜ ਵਿੱਚ ਪਵਿੱਤਰ ਸਥਾਨ ਦਾ ਦੌਰਾ ਕੀਤਾ। ਪ੍ਰਧਾਨ ਮੰਤਰੀ ਨੇ ਮੁੱਖ ਮੰਤਰੀ ਯੋਗੀ ਆਦਿੱਤਿਆਨਾਥ ਦੀ ਤਾਰੀਫ਼ ਕਰਦਿਆਂ ਕਿਹਾ ਕਿ ਉਹ ਉੱਤਰ ਪ੍ਰਦੇਸ਼ ਤੋਂ ਇੱਕ ਸੰਸਦ ਮੈਂਬਰ ਹੋਣ ਦੇ ਨਾਤੇ ਮਾਣ ਨਾਲ ਕਹਿ ਸਕਦੇ ਹਨ ਕਿ ਆਦਿੱਤਿਆਨਾਥ ਦੀ ਅਗਵਾਈ ਵਿੱਚ ਸਰਕਾਰ, ਪ੍ਰਸ਼ਾਸਨ ਅਤੇ ਲੋਕਾਂ ਨੇ ਮਿਲ ਕੇ ਇਸ ਏਕਤਾ ਦੇ ਮਹਾਕੁੰਭ ਨੂੰ ਸਫ਼ਲ ਬਣਾਇਆ। xyxy=(31,1746,262,1872)
continued-col-2-text: ਬਰਫ਼ਬਾਰੀ ਨੇ ਸਥਾਨਕ ਲੋਕਾਂ ਦੀਆਂ ਮੁਸ਼ਕਲਾਂ ਨੂੰ ਦੂਰ ਕੀਤਾ ਹੈ। ਸ੍ਰੀਨਗਰ ਵਿੱਚ 5.1 ਡਿਗਰੀ ਸੈਲਸੀਅਸ, ਗੁਲਮਰਗ ਵਿੱਚ ਮਨਫ਼ੀ 1.8 ਡਿਗਰੀ ਅਤੇ ਪਹਿਲਗਾਮ ਵਿੱਚ ਘੱਟੋ-ਘੱਟ ਤਾਪਮਾਨ 1 ਡਿਗਰੀ ਸੈਲਸੀਅਸ ਦਰਜ ਕੀਤਾ ਗਿਆ। xyxy=(293,1692,524,1753)
